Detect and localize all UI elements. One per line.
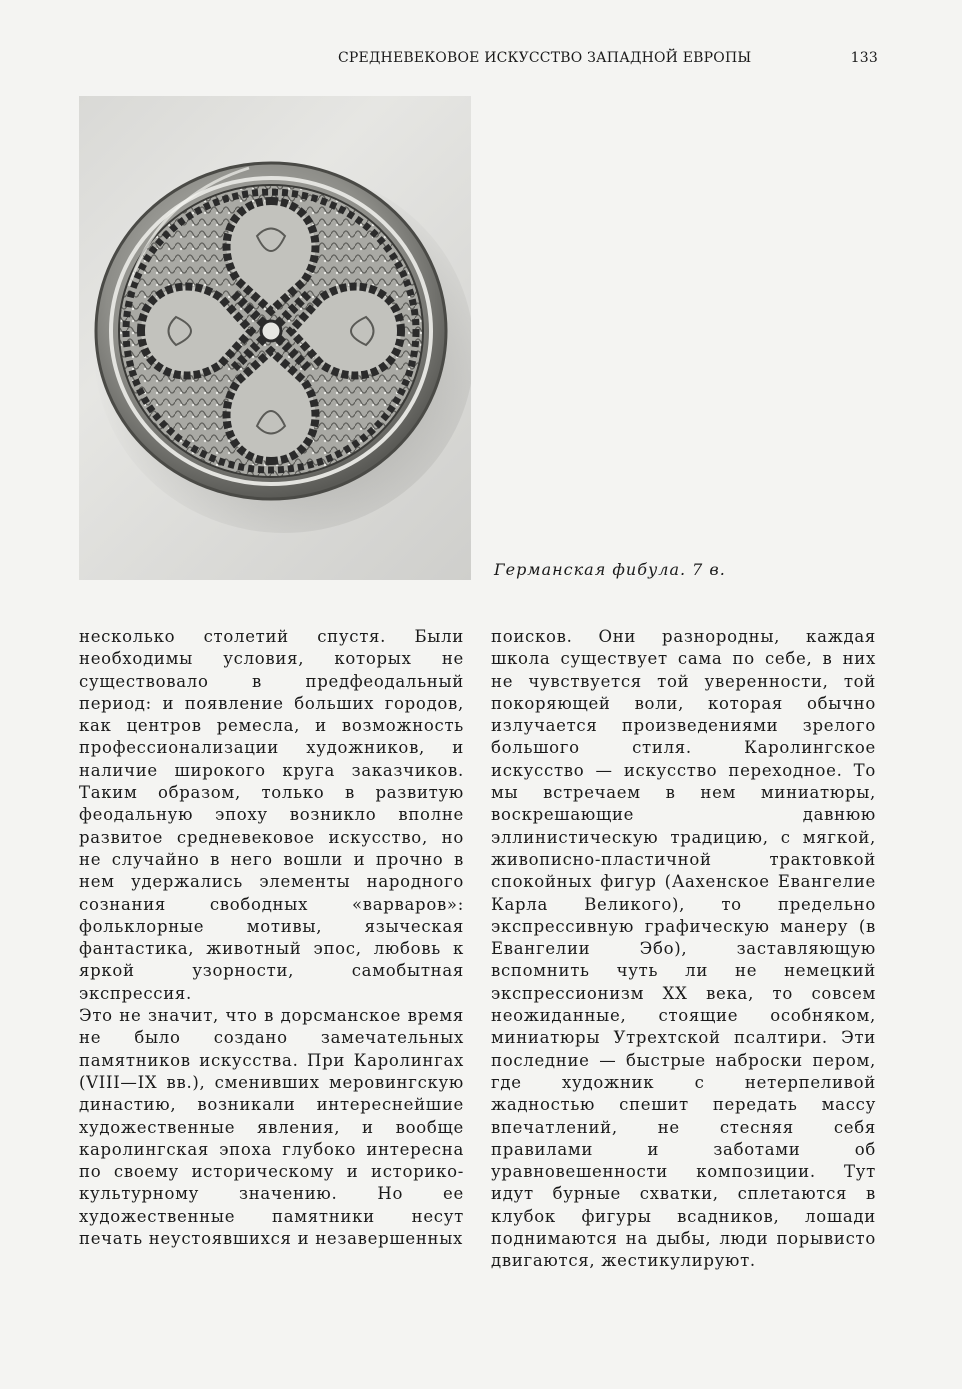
- fibula-photo: [79, 96, 471, 580]
- running-title: СРЕДНЕВЕКОВОЕ ИСКУССТВО ЗАПАДНОЙ ЕВРОПЫ: [338, 50, 752, 66]
- figure-caption: Германская фибула. 7 в.: [494, 560, 726, 579]
- page-number: 133: [850, 50, 878, 66]
- paragraph: несколько столетий спустя. Были необходимы условия, которых не существовало в предфеодальный период: и появление больших городов, как центров ремесла, и возможность профессионализации художников, и наличие широкого круга заказчиков. Таким образом, только в развитую феодальную эпоху возникло вполне развитое средневековое искусство, но не случайно в него вошли и прочно в нем удержались элементы народного сознания свободных «варваров»: фольклорные мотивы, языческая фантастика, животный эпос, любовь к яркой узорности, самобытная экспрессия.: [79, 627, 464, 1003]
- text-column-left: [79, 626, 464, 1250]
- paragraph: поисков. Они разнородны, каждая школа существует сама по себе, в них не чувствуется той уверенности, той покоряющей воли, которая обычно излучается произведениями зрелого большого стиля. Каролингское искусство — искусство переходное. То мы встречаем в нем миниатюры, воскрешающие давнюю эллинистическую традицию, с мягкой, живописно-пластичной трактовкой спокойных фигур (Аахенское Евангелие Карла Великого), то предельно экспрессивную графическую манеру (в Евангелии Эбо), заставляющую вспомнить чуть ли не немецкий экспрессионизм XX века, то совсем неожиданные, стоящие особняком, миниатюры Утрехтской псалтири. Эти последние — быстрые наброски пером, где художник с нетерпеливой жадностью спешит передать массу впечатлений, не стесняя себя правилами и заботами об уравновешенности композиции. Тут идут бурные схватки, сплетаются в клубок фигуры всадников, лошади поднимаются на дыбы, люди порывисто двигаются, жестикулируют.: [491, 627, 876, 1271]
- paragraph: Это не значит, что в дорсманское время не было создано замечательных памятников искусства. При Каролингах (VIII—IX вв.), сменивших меровингскую династию, возникали интереснейшие художественные явления, и вообще каролингская эпоха глубоко интересна по своему историческому и историко-культурному значению. Но ее художественные памятники несут печать неустоявшихся и незавершенных: [79, 1006, 464, 1249]
- fibula-illustration: [79, 96, 471, 580]
- text-column-right: [491, 626, 876, 1273]
- running-header: [338, 50, 878, 70]
